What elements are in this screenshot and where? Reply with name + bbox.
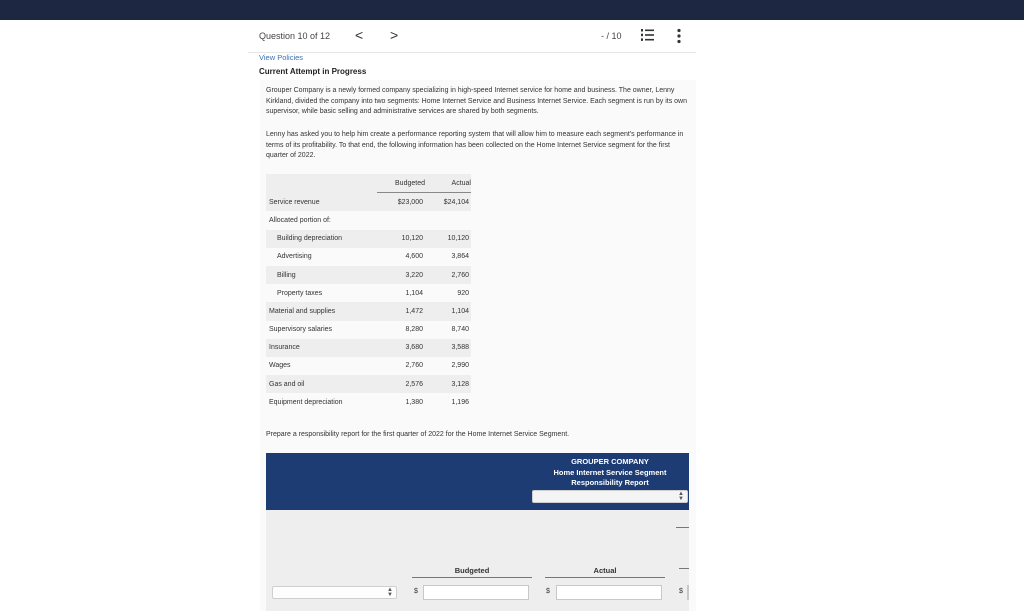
table-header-row <box>266 174 471 193</box>
previous-question-button[interactable]: < <box>355 27 364 43</box>
company-name: GROUPER COMPANY <box>571 457 649 466</box>
table-row: Property taxes 1,104 920 <box>277 289 469 297</box>
column-divider <box>676 527 689 528</box>
instruction-text: Prepare a responsibility report for the first quarter of 2022 for the Home Internet Service Segment. <box>266 431 570 438</box>
table-row: Wages 2,760 2,990 <box>269 362 469 370</box>
report-name: Responsibility Report <box>571 478 649 487</box>
question-counter: Question 10 of 12 <box>259 31 331 41</box>
attempt-status: Current Attempt in Progress <box>259 67 367 76</box>
segment-data-table <box>266 174 471 411</box>
report-col-difference <box>679 566 689 569</box>
table-row: Gas and oil 2,576 3,128 <box>266 375 471 393</box>
next-question-button[interactable]: > <box>390 27 399 43</box>
intro-paragraph-2: Lenny has asked you to help him create a performance reporting system that will allow him to measure each segment's performance in terms of its profitability. To that end, the following information has been collected on the Home Internet Service segment for the first quarter of 2022. <box>266 131 684 159</box>
currency-symbol: $ <box>414 588 418 595</box>
col-actual: Actual <box>425 174 471 193</box>
table-row: Supervisory salaries 8,280 8,740 <box>269 326 469 334</box>
table-row: Allocated portion of: <box>269 216 331 224</box>
list-numbered-icon[interactable] <box>640 28 654 42</box>
table-row: Advertising 4,600 3,864 <box>277 253 469 261</box>
intro-paragraph-1: Grouper Company is a newly formed company specializing in high-speed Internet service for home and business. The owner, Lenny Kirkland, divided the company into two segments: Home Internet Service and Business Internet Service. Each segment is run by its own supervisor, while basic selling and administrative services are shared by both segments. <box>266 87 687 115</box>
col-budgeted: Budgeted <box>377 174 425 193</box>
table-row: Equipment depreciation 1,380 1,196 <box>269 398 469 406</box>
header-divider <box>248 52 696 53</box>
select-arrows-icon: ▲ ▼ <box>387 587 393 598</box>
select-arrows-icon: ▲ ▼ <box>678 491 684 502</box>
report-col-budgeted: Budgeted <box>412 566 532 578</box>
view-policies-link[interactable]: View Policies <box>259 53 304 62</box>
table-row: Material and supplies 1,472 1,104 <box>266 302 471 320</box>
table-row: Service revenue $23,000 $24,104 <box>266 193 471 212</box>
table-row: Building depreciation 10,120 10,120 <box>266 230 471 248</box>
table-row: Insurance 3,680 3,588 <box>266 339 471 357</box>
difference-amount-input[interactable] <box>687 585 689 600</box>
more-vertical-icon[interactable] <box>676 28 682 44</box>
table-row: Billing 3,220 2,760 <box>266 266 471 284</box>
report-title-block <box>532 457 688 489</box>
budgeted-amount-input[interactable] <box>423 585 529 600</box>
actual-amount-input[interactable] <box>556 585 662 600</box>
report-col-actual: Actual <box>545 566 665 578</box>
line-item-select[interactable] <box>272 586 397 599</box>
top-bar <box>0 0 1024 20</box>
question-score: - / 10 <box>601 31 622 41</box>
period-select[interactable] <box>532 490 688 503</box>
currency-symbol: $ <box>679 588 683 595</box>
currency-symbol: $ <box>546 588 550 595</box>
segment-name: Home Internet Service Segment <box>553 467 667 477</box>
